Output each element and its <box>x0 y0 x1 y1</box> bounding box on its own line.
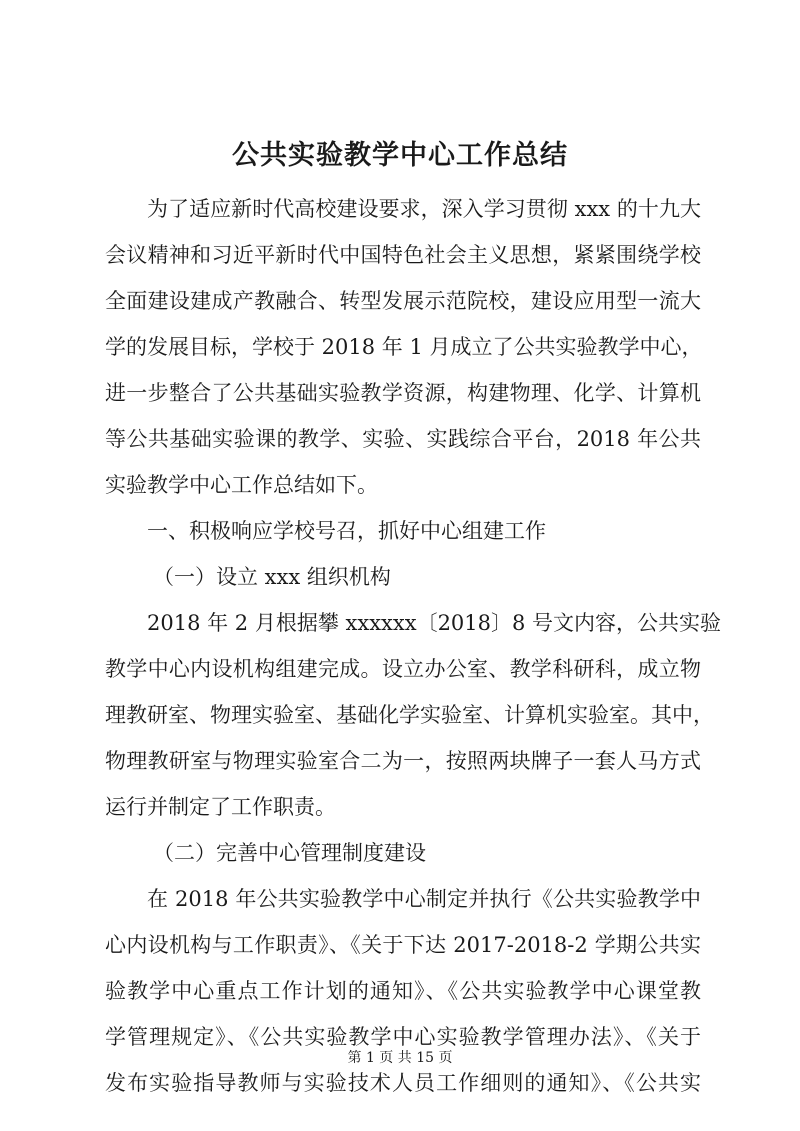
intro-line-5: 进一步整合了公共基础实验教学资源，构建物理、化学、计算机 <box>105 381 701 405</box>
sub2-line-5: 发布实验指导教师与实验技术人员工作细则的通知》、《公共实 <box>105 1071 701 1095</box>
document-title: 公共实验教学中心工作总结 <box>232 140 568 171</box>
intro-line-2: 会议精神和习近平新时代中国特色社会主义思想，紧紧围绕学校 <box>105 243 701 267</box>
sub1-line-4: 物理教研室与物理实验室合二为一，按照两块牌子一套人马方式 <box>105 749 701 773</box>
intro-line-3: 全面建设建成产教融合、转型发展示范院校，建设应用型一流大 <box>105 289 701 313</box>
section-heading-1: 一、积极响应学校号召，抓好中心组建工作 <box>147 519 546 543</box>
sub1-line-2: 教学中心内设机构组建完成。设立办公室、教学科研科，成立物 <box>105 657 701 681</box>
intro-line-4: 学的发展目标，学校于 2018 年 1 月成立了公共实验教学中心， <box>105 335 703 359</box>
subsection-heading-1: （一）设立 xxx 组织机构 <box>153 565 391 589</box>
intro-line-6: 等公共基础实验课的教学、实验、实践综合平台，2018 年公共 <box>105 427 701 451</box>
intro-line-1: 为了适应新时代高校建设要求，深入学习贯彻 xxx 的十九大 <box>147 197 701 221</box>
sub1-line-1: 2018 年 2 月根据攀 xxxxxx〔2018〕8 号文内容，公共实验 <box>147 611 722 635</box>
sub1-line-3: 理教研室、物理实验室、基础化学实验室、计算机实验室。其中， <box>105 703 714 727</box>
document-body <box>105 186 722 1106</box>
sub2-line-4: 学管理规定》、《公共实验教学中心实验教学管理办法》、《关于 <box>105 1025 701 1049</box>
page-number-footer: 第 1 页 共 15 页 <box>347 1050 453 1066</box>
sub2-line-1: 在 2018 年公共实验教学中心制定并执行《公共实验教学中 <box>147 887 701 911</box>
intro-line-7: 实验教学中心工作总结如下。 <box>105 473 378 497</box>
subsection-heading-2: （二）完善中心管理制度建设 <box>153 841 426 865</box>
sub2-line-2: 心内设机构与工作职责》、《关于下达 2017-2018-2 学期公共实 <box>105 933 701 957</box>
sub1-line-5: 运行并制定了工作职责。 <box>105 795 336 819</box>
sub2-line-3: 验教学中心重点工作计划的通知》、《公共实验教学中心课堂教 <box>105 979 701 1003</box>
